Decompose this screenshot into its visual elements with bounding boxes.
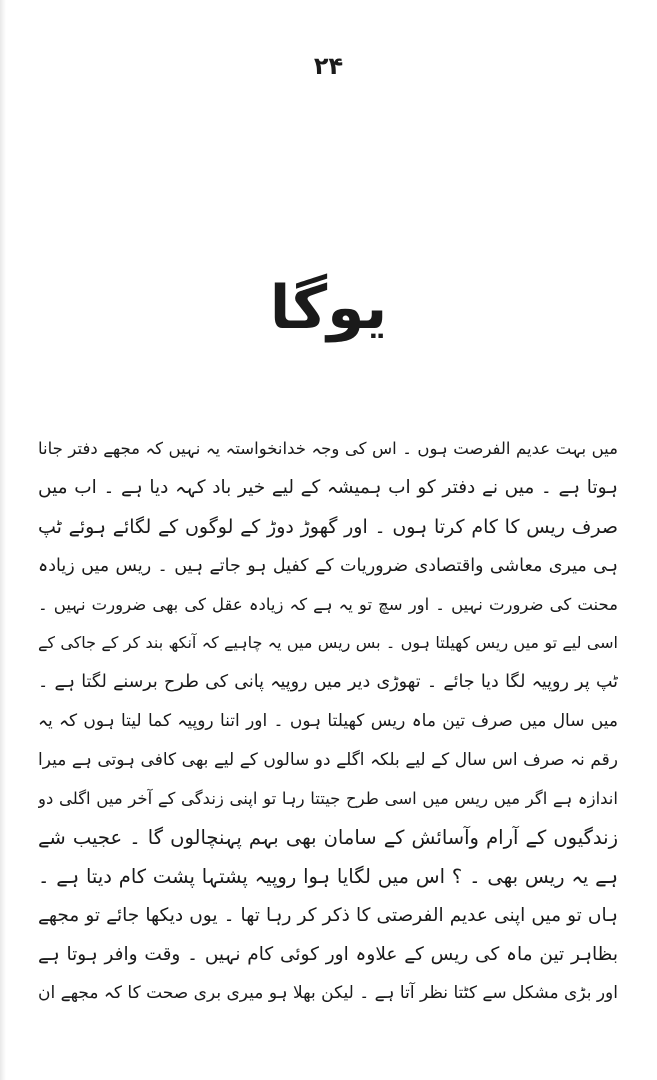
text-line: محنت کی ضرورت نہیں ۔ اور سچ تو یہ ہے کہ زیادہ عقل کی بھی ضرورت نہیں ۔ [38,594,618,614]
chapter-title: یوگا [269,273,388,343]
text-line: ٹپ پر روپیہ لگا دیا جائے ۔ تھوڑی دیر میں روپیہ پانی کی طرح برسنے لگتا ہے ۔ [38,672,618,693]
text-line: اور بڑی مشکل سے کٹتا نظر آتا ہے ۔ لیکن بھلا ہو میری بری صحت کا کہ مجھے ان [38,983,618,1004]
text-line: صرف ریس کا کام کرتا ہوں ۔ اور گھوڑ دوڑ کے لوگوں کے لگائے ہوئے ٹپ [38,515,618,538]
text-line: زندگیوں کے آرام وآسائش کے سامان بھی بہم پہنچالوں گا ۔ عجیب شے [38,825,618,849]
text-line: میں بہت عدیم الفرصت ہوں ۔ اس کی وجہ خدانخواستہ یہ نہیں کہ مجھے دفتر جانا [38,439,618,458]
page-edge-shadow [0,0,6,1080]
text-line: اسی لیے تو میں ریس کھیلتا ہوں ۔ بس ریس میں یہ چاہیے کہ آنکھ بند کر کے جاکی کے [38,633,618,653]
text-line: ہوتا ہے ۔ میں نے دفتر کو اب ہمیشہ کے لیے خیر باد کہہ دیا ہے ۔ اب میں [38,476,618,498]
page-number: ۲۴ [313,52,344,80]
body-text [38,430,618,1013]
text-line: اندازہ ہے اگر میں ریس میں اسی طرح جیتتا رہا تو اپنی زندگی کے آخر میں اگلی دو [38,789,618,809]
text-line: ہے یہ ریس بھی ۔ ؟ اس میں لگایا ہوا روپیہ پشتہا پشت کام دیتا ہے ۔ [38,864,618,888]
text-line: ہی میری معاشی واقتصادی ضروریات کے کفیل ہو جاتے ہیں ۔ ریس میں زیادہ [38,555,618,576]
text-line: ہاں تو میں اپنی عدیم الفرصتی کا ذکر کر رہا تھا ۔ یوں دیکھا جائے تو مجھے [38,904,618,926]
text-line: میں سال میں صرف تین ماہ ریس کھیلتا ہوں ۔ اور اتنا روپیہ کما لیتا ہوں کہ یہ [38,711,618,732]
text-line: رقم نہ صرف اس سال کے لیے بلکہ اگلے دو سالوں کے لیے بھی کافی ہوتی ہے میرا [38,750,618,771]
text-line: بظاہر تین ماہ کی ریس کے علاوہ اور کوئی کام نہیں ۔ وقت وافر ہوتا ہے [38,943,618,965]
